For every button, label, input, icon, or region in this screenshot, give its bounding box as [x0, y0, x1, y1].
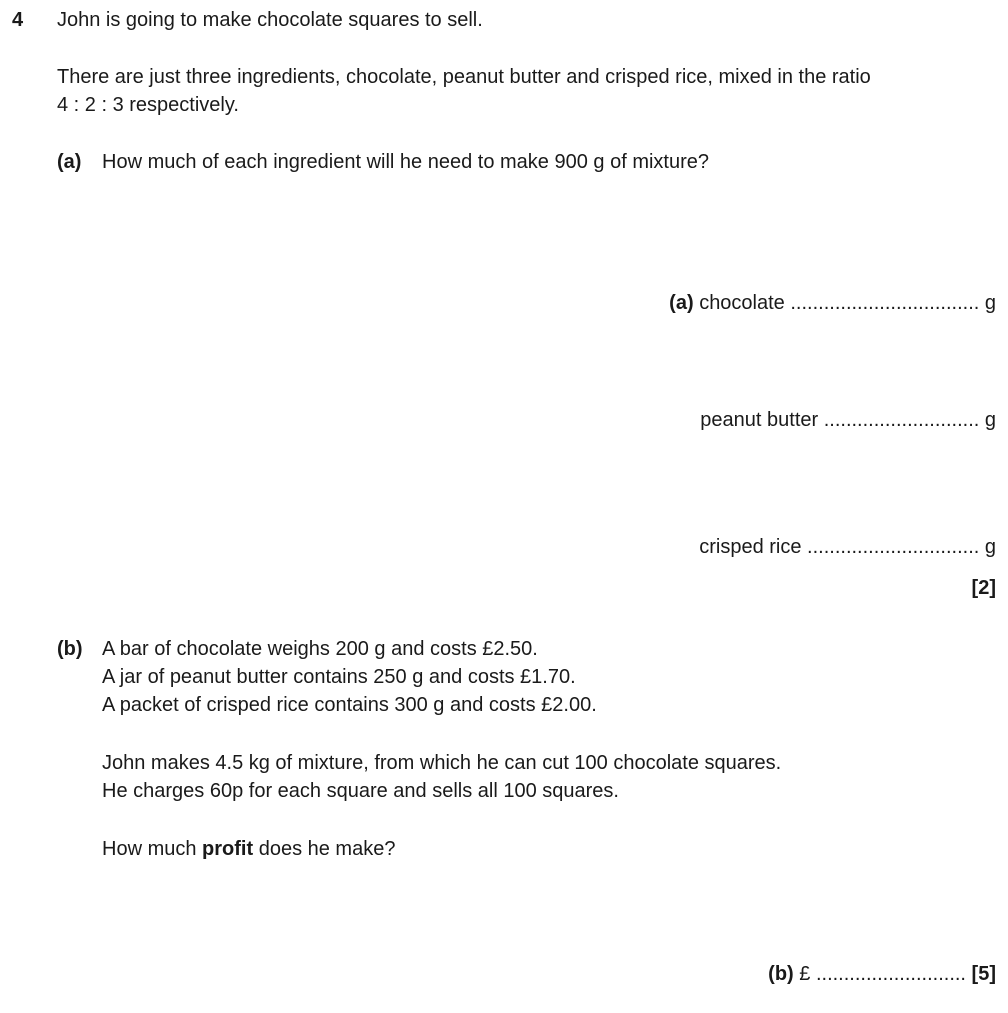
question-number: 4 [12, 9, 24, 31]
answer-blank[interactable]: ............................ [823, 409, 980, 431]
answer-blank[interactable]: ........................... [815, 963, 966, 985]
answer-line-chocolate[interactable] [669, 291, 996, 315]
answer-a-label: (a) [669, 292, 694, 314]
part-b-line-peanut-butter: A jar of peanut butter contains 250 g and costs £1.70. [102, 666, 576, 688]
part-b-line-chocolate: A bar of chocolate weighs 200 g and costs £2.50. [102, 638, 538, 660]
answer-line-crisped-rice[interactable] [699, 535, 996, 559]
part-b-question [102, 837, 395, 861]
part-b-question-pre: How much [102, 838, 197, 860]
part-b-question-post: does he make? [258, 838, 396, 860]
answer-line-peanut-butter[interactable] [700, 408, 996, 432]
answer-blank[interactable]: .................................. [790, 292, 980, 314]
part-b-question-bold: profit [202, 838, 254, 860]
part-a-label: (a) [57, 151, 82, 173]
part-b-marks: [5] [971, 963, 996, 985]
answer-unit: g [984, 409, 996, 431]
answer-unit: g [984, 292, 996, 314]
part-b-info-line1: John makes 4.5 kg of mixture, from which he can cut 100 chocolate squares. [102, 752, 782, 774]
answer-unit: g [984, 536, 996, 558]
answer-b-label: (b) [768, 963, 794, 985]
part-b-line-crisped-rice: A packet of crisped rice contains 300 g and costs £2.00. [102, 694, 597, 716]
part-b-label: (b) [57, 638, 83, 660]
question-intro: John is going to make chocolate squares to sell. [57, 9, 483, 31]
ratio-text-line2: 4 : 2 : 3 respectively. [57, 94, 239, 116]
answer-name: peanut butter [700, 409, 819, 431]
answer-line-profit[interactable] [768, 962, 996, 986]
answer-name: chocolate [699, 292, 785, 314]
ratio-text-line1: There are just three ingredients, chocolate, peanut butter and crisped rice, mixed in the ratio [57, 66, 871, 88]
part-b-info-line2: He charges 60p for each square and sells all 100 squares. [102, 780, 619, 802]
answer-blank[interactable]: ............................... [807, 536, 980, 558]
answer-currency: £ [799, 963, 811, 985]
part-a-marks: [2] [971, 577, 996, 599]
answer-name: crisped rice [699, 536, 802, 558]
part-a-question: How much of each ingredient will he need to make 900 g of mixture? [102, 151, 710, 173]
